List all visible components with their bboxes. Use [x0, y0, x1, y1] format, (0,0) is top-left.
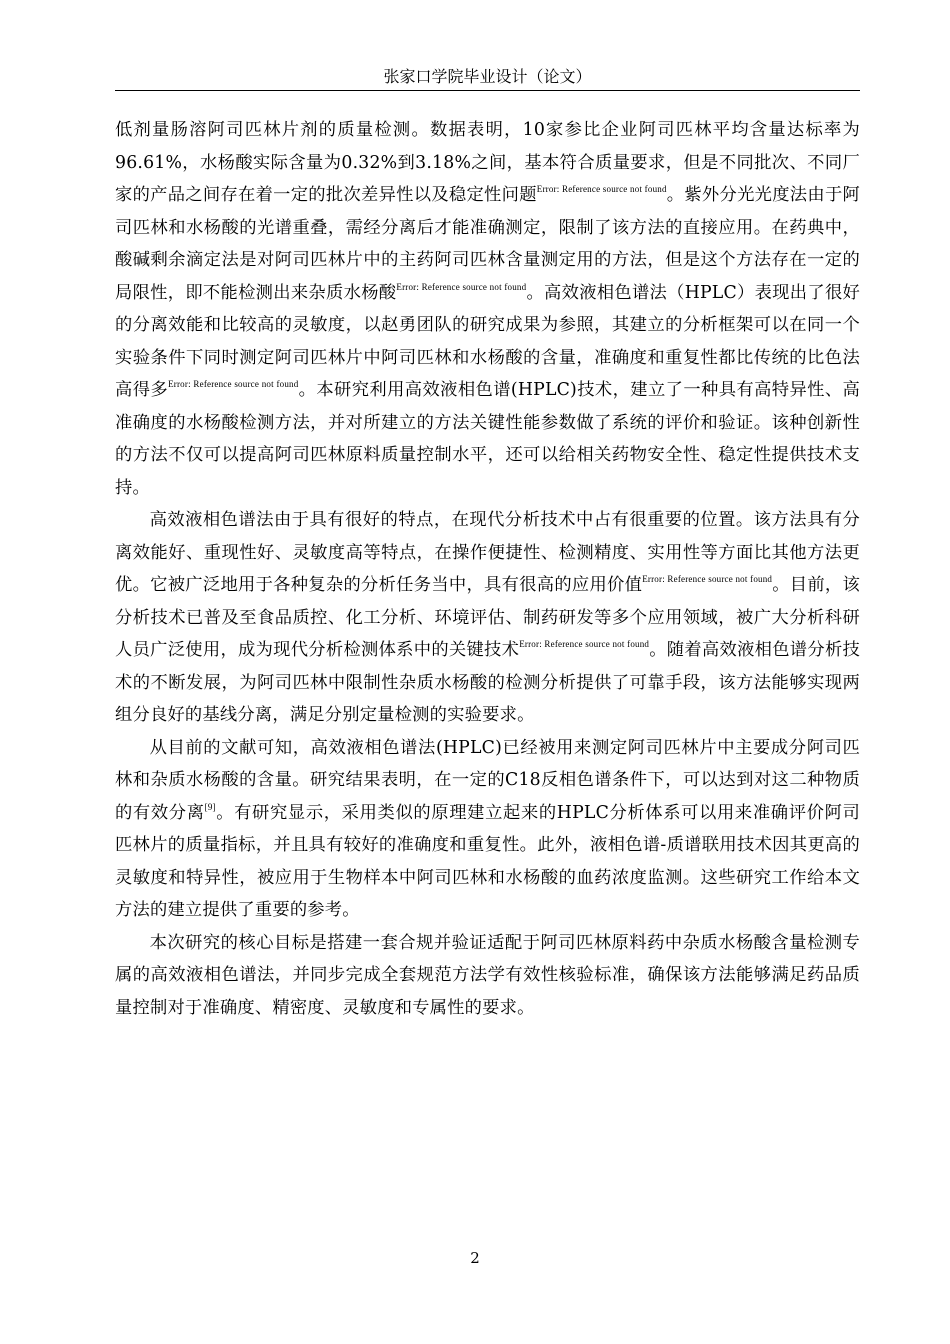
paragraph-text: 从目前的文献可知，高效液相色谱法(HPLC)已经被用来测定阿司匹林片中主要成分阿司匹林和杂质水杨酸的含量。研究结果表明，在一定的C18反相色谱条件下，可以达到对这二种物质的有效分离 — [115, 737, 860, 823]
paragraph-text: 。随着高效液相色谱分析技术的不断发展，为阿司匹林中限制性杂质水杨酸的检测分析提供了可靠手段，该方法能够实现两组分良好的基线分离，满足分别定量检测的实验要求。 — [115, 640, 861, 725]
body-paragraph — [115, 732, 860, 927]
paragraph-text: 低剂量肠溶阿司匹林片剂的质量检测。数据表明，10家参比企业阿司匹林平均含量达标率为96.61%，水杨酸实际含量为0.32%到3.18%之间，基本符合质量要求，但是不同批次、不同厂家的产品之间存在着一定的批次差异性以及稳定性问题 — [115, 120, 860, 205]
citation-reference: Error: Reference source not found — [168, 379, 299, 389]
body-paragraph — [115, 927, 860, 1025]
paragraph-text: 本次研究的核心目标是搭建一套合规并验证适配于阿司匹林原料药中杂质水杨酸含量检测专属的高效液相色谱法，并同步完成全套规范方法学有效性核验标准，确保该方法能够满足药品质量控制对于准确度、精密度、灵敏度和专属性的要求。 — [115, 932, 860, 1018]
paragraph-text: 高效液相色谱法由于具有很好的特点，在现代分析技术中占有很重要的位置。该方法具有分离效能好、重现性好、灵敏度高等特点，在操作便捷性、检测精度、实用性等方面比其他方法更优。它被广泛地用于各种复杂的分析任务当中，具有很高的应用价值 — [115, 510, 860, 595]
body-paragraph — [115, 114, 860, 504]
page-header-title: 张家口学院毕业设计（论文） — [383, 67, 592, 86]
paragraph-text: 。本研究利用高效液相色谱(HPLC)技术，建立了一种具有高特异性、高准确度的水杨酸检测方法，并对所建立的方法关键性能参数做了系统的评价和验证。该种创新性的方法不仅可以提高阿司匹林原料质量控制水平，还可以给相关药物安全性、稳定性提供技术支持。 — [115, 380, 861, 498]
citation-reference: [9] — [204, 801, 216, 812]
document-body — [115, 114, 860, 1024]
body-paragraph — [115, 504, 860, 732]
header-divider — [115, 90, 860, 91]
citation-reference: Error: Reference source not found — [536, 184, 667, 194]
citation-reference: Error: Reference source not found — [519, 639, 650, 649]
paragraph-text: 。紫外分光光度法由于阿司匹林和水杨酸的光谱重叠，需经分离后才能准确测定，限制了该方法的直接应用。在药典中，酸碱剩余滴定法是对阿司匹林片中的主药阿司匹林含量测定用的方法，但是这个方法存在一定的局限性，即不能检测出来杂质水杨酸 — [115, 185, 860, 303]
paragraph-text: 。目前，该分析技术已普及至食品质控、化工分析、环境评估、制药研发等多个应用领域，被广大分析科研人员广泛使用，成为现代分析检测体系中的关键技术 — [115, 575, 860, 660]
paragraph-text: 。高效液相色谱法（HPLC）表现出了很好的分离效能和比较高的灵敏度，以赵勇团队的研究成果为参照，其建立的分析框架可以在同一个实验条件下同时测定阿司匹林片中阿司匹林和水杨酸的含量，准确度和重复性都比传统的比色法高得多 — [115, 282, 861, 400]
citation-reference: Error: Reference source not found — [396, 281, 527, 292]
citation-reference: Error: Reference source not found — [642, 574, 773, 584]
page-number: 2 — [470, 1249, 480, 1267]
paragraph-text: 。有研究显示，采用类似的原理建立起来的HPLC分析体系可以用来准确评价阿司匹林片的质量指标，并且具有较好的准确度和重复性。此外，液相色谱-质谱联用技术因其更高的灵敏度和特异性，被应用于生物样本中阿司匹林和水杨酸的血药浓度监测。这些研究工作给本文方法的建立提供了重要的参考。 — [115, 802, 860, 920]
